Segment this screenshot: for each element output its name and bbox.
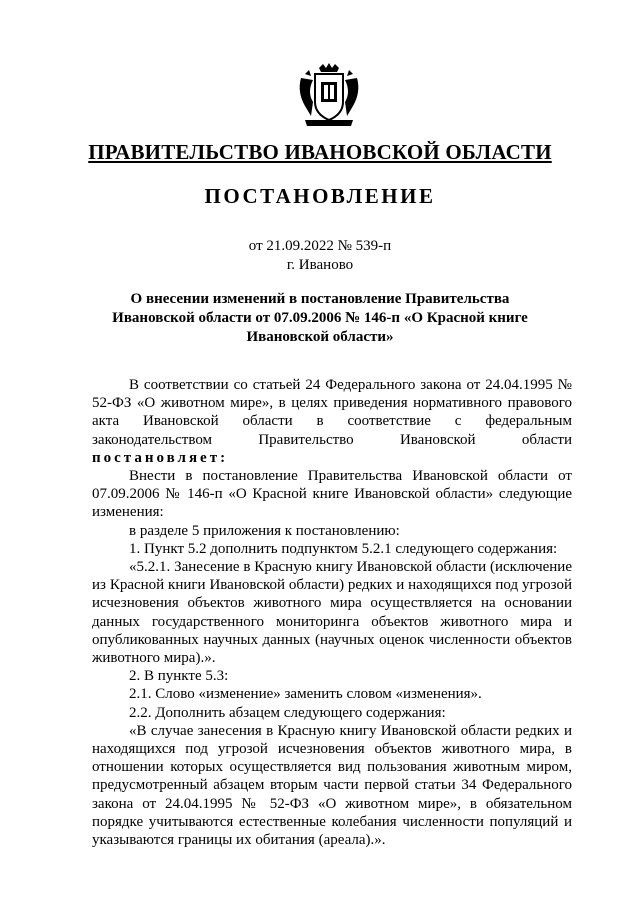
paragraph: в разделе 5 приложения к постановлению: <box>129 522 400 539</box>
document-body <box>92 376 572 849</box>
date-number: от 21.09.2022 № 539-п <box>248 238 392 254</box>
paragraph: 1. Пункт 5.2 дополнить подпунктом 5.2.1 следующего содержания: <box>129 540 558 557</box>
paragraph: 2.1. Слово «изменение» заменить словом «изменения». <box>129 686 482 703</box>
document-meta <box>0 237 640 275</box>
title-line: О внесении изменений в постановление Правительства <box>130 291 510 307</box>
title-line: Ивановской области от 07.09.2006 № 146-п «О Красной книге <box>112 310 528 326</box>
title-line: Ивановской области» <box>246 329 394 345</box>
paragraph: Внести в постановление Правительства Ивановской области от 07.09.2006 № 146-п «О Красной книге Ивановской области» следующие изменения: <box>92 468 572 521</box>
preamble: В соответствии со статьей 24 Федерального закона от 24.04.1995 № 52-ФЗ «О животном мире», в целях приведения нормативного правового акта Ивановской области в соответствие с федеральным законодательством Правительство Ивановской области постановляет: <box>92 377 572 466</box>
paragraph: 2. В пункте 5.3: <box>129 668 229 685</box>
document-title <box>0 290 640 347</box>
resolves-word: постановляет: <box>92 449 229 466</box>
city: г. Иваново <box>286 257 354 273</box>
document-type: ПОСТАНОВЛЕНИЕ <box>204 184 436 208</box>
paragraph: 2.2. Дополнить абзацем следующего содержания: <box>129 704 446 721</box>
organization-name: ПРАВИТЕЛЬСТВО ИВАНОВСКОЙ ОБЛАСТИ <box>88 140 552 164</box>
coat-of-arms-emblem <box>295 62 363 130</box>
paragraph: «В случае занесения в Красную книгу Ивановской области редких и находящихся под угрозой исчезновения объектов животного мира, в отношении которых осуществляется вид пользования животным миром, предусмотренный абзацем вторым части первой статьи 34 Федерального закона от 24.04.1995 № 52-ФЗ «О животном мире», в обязательном порядке учитываются естественные колебания численности популяций и указываются границы их обитания (ареала).». <box>92 722 572 849</box>
paragraph: «5.2.1. Занесение в Красную книгу Ивановской области (исключение из Красной книги Ивановской области) редких и находящихся под угрозой исчезновения объектов животного мира осуществляется на основании данных государственного мониторинга объектов животного мира и опубликованных научных данных (научных оценок численности объектов животного мира).». <box>92 559 572 667</box>
